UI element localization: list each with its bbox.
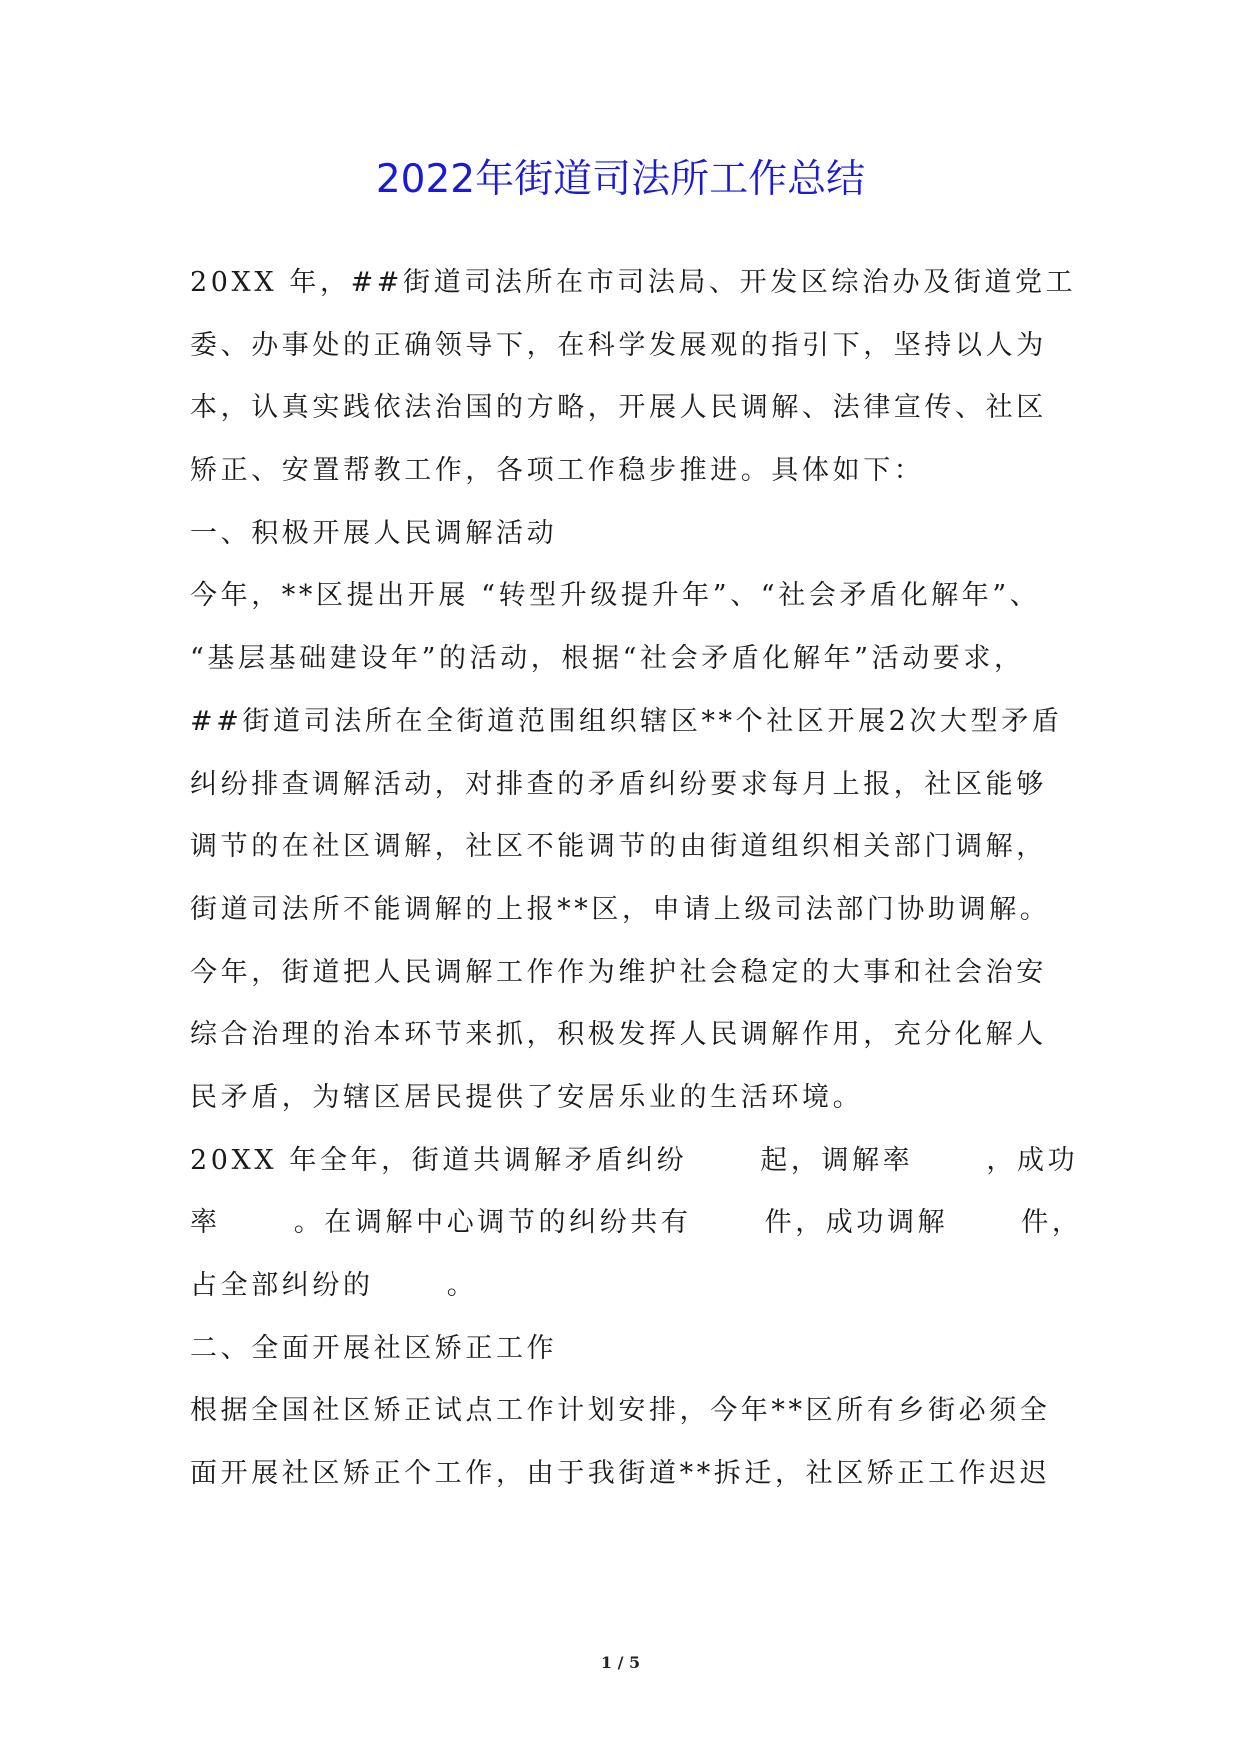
body-line: 根据全国社区矫正试点工作计划安排，今年**区所有乡街必须全	[190, 1395, 1051, 1427]
body-line: 委、办事处的正确领导下，在科学发展观的指引下，坚持以人为	[190, 329, 1047, 361]
body-line: 占全部纠纷的 。	[190, 1270, 478, 1301]
page-number: 1 / 5	[600, 1653, 641, 1672]
body-line: 率 。在调解中心调节的纠纷共有 件，成功调解 件，	[190, 1207, 1083, 1239]
body-line: 街道司法所不能调解的上报**区，申请上级司法部门协助调解。	[190, 893, 1051, 925]
body-line: 纠纷排查调解活动，对排查的矛盾纠纷要求每月上报，社区能够	[190, 768, 1047, 800]
body-line: 今年，街道把人民调解工作作为维护社会稳定的大事和社会治安	[190, 956, 1047, 988]
document-title: 2022年街道司法所工作总结	[375, 157, 866, 202]
body-line: 矫正、安置帮教工作，各项工作稳步推进。具体如下：	[190, 455, 925, 487]
body-line: “基层基础建设年”的活动，根据“社会矛盾化解年”活动要求，	[190, 643, 1025, 675]
body-line: ##街道司法所在全街道范围组织辖区**个社区开展2次大型矛盾	[190, 705, 1063, 737]
body-line: 调节的在社区调解，社区不能调节的由街道组织相关部门调解，	[190, 831, 1047, 863]
body-line: 20XX 年，##街道司法所在市司法局、开发区综治办及街道党工	[190, 267, 1077, 298]
body-line: 一、积极开展人民调解活动	[190, 517, 558, 549]
body-line: 本，认真实践依法治国的方略，开展人民调解、法律宣传、社区	[190, 392, 1047, 424]
document-body	[190, 252, 1083, 1506]
body-line: 今年，**区提出开展 “转型升级提升年”、“社会矛盾化解年”、	[190, 580, 1041, 612]
body-line: 面开展社区矫正个工作，由于我街道**拆迁，社区矫正工作迟迟	[190, 1458, 1051, 1490]
body-line: 民矛盾，为辖区居民提供了安居乐业的生活环境。	[190, 1081, 864, 1113]
body-line: 二、全面开展社区矫正工作	[190, 1332, 558, 1364]
body-line: 综合治理的治本环节来抓，积极发挥人民调解作用，充分化解人	[190, 1019, 1047, 1051]
body-line: 20XX 年全年，街道共调解矛盾纠纷 起，调解率 ，成功	[190, 1144, 1079, 1176]
